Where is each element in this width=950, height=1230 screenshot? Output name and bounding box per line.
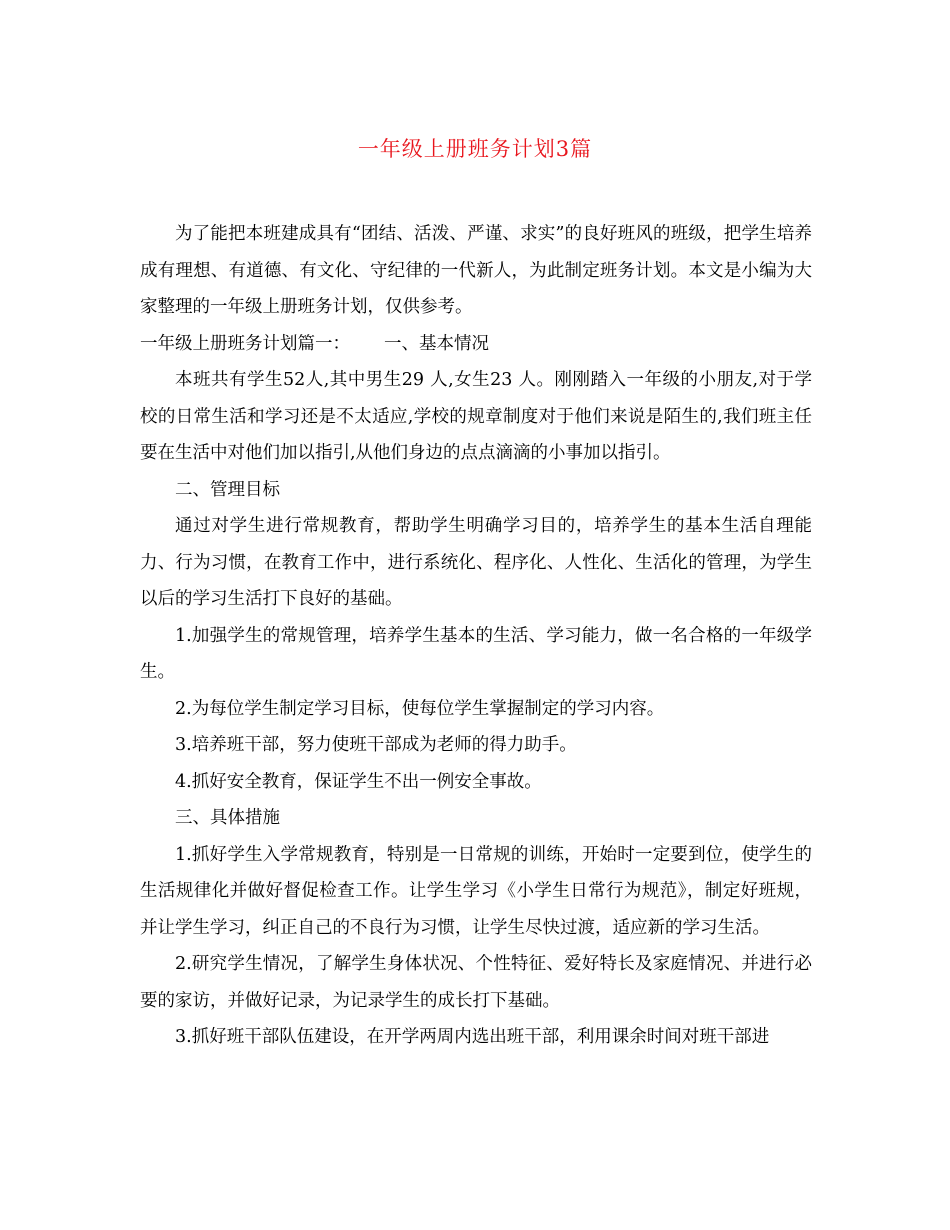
goal-item-1: 1.加强学生的常规管理，培养学生基本的生活、学习能力，做一名合格的一年级学生。 <box>140 625 812 682</box>
goal-item-3: 3.培养班干部，努力使班干部成为老师的得力助手。 <box>175 735 577 755</box>
measure-item-3: 3.抓好班干部队伍建设，在开学两周内选出班干部，利用课余时间对班干部进 <box>175 1027 770 1047</box>
heading-measures: 三、具体措施 <box>175 808 280 828</box>
measure-item-2: 2.研究学生情况，了解学生身体状况、个性特征、爱好特长及家庭情况、并进行必要的家访，并做好记录，为记录学生的成长打下基础。 <box>140 954 812 1011</box>
section-heading-line <box>140 326 812 363</box>
goals-intro-paragraph: 通过对学生进行常规教育，帮助学生明确学习目的，培养学生的基本生活自理能力、行为习惯，在教育工作中，进行系统化、程序化、人性化、生活化的管理，为学生以后的学习生活打下良好的基础。 <box>140 516 812 609</box>
goal-item-4: 4.抓好安全教育，保证学生不出一例安全事故。 <box>175 771 542 792</box>
section-label: 一年级上册班务计划篇一： <box>140 333 350 354</box>
heading-management-goals: 二、管理目标 <box>175 479 280 500</box>
document-body <box>140 216 812 1056</box>
heading-basic-info: 一、基本情况 <box>384 333 489 354</box>
measure-item-1: 1.抓好学生入学常规教育，特别是一日常规的训练，开始时一定要到位，使学生的生活规律化并做好督促检查工作。让学生学习《小学生日常行为规范》，制定好班规，并让学生学习，纠正自己的不良行为习惯，让学生尽快过渡，适应新的学习生活。 <box>140 844 812 938</box>
document-title: 一年级上册班务计划3篇 <box>357 137 593 161</box>
goal-item-2: 2.为每位学生制定学习目标，使每位学生掌握制定的学习内容。 <box>175 698 665 719</box>
basic-info-paragraph: 本班共有学生52人,其中男生29 人,女生23 人。刚刚踏入一年级的小朋友,对于学校的日常生活和学习还是不太适应,学校的规章制度对于他们来说是陌生的,我们班主任要在生活中对他们加以指引,从他们身边的点点滴滴的小事加以指引。 <box>140 370 812 463</box>
intro-paragraph: 为了能把本班建成具有“团结、活泼、严谨、求实”的良好班风的班级，把学生培养成有理想、有道德、有文化、守纪律的一代新人，为此制定班务计划。本文是小编为大家整理的一年级上册班务计划，仅供参考。 <box>140 224 812 317</box>
